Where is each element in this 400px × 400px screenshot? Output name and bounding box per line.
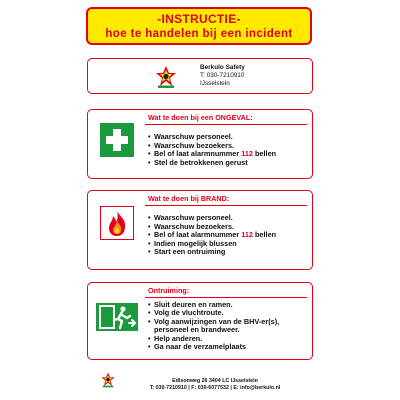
instruction-list (148, 301, 279, 351)
emergency-exit-icon (96, 303, 138, 331)
list-item: • Waarschuw bezoekers. (148, 140, 235, 150)
section-heading: Wat te doen bij een ONGEVAL: (148, 113, 253, 122)
title-line-1: -INSTRUCTIE- (157, 12, 241, 26)
fire-section (87, 190, 313, 270)
section-heading: Ontruiming: (148, 286, 190, 295)
instruction-list (148, 214, 276, 257)
instruction-title-banner (86, 7, 312, 45)
instruction-list (148, 133, 276, 167)
company-name: Berkulo Safety (200, 64, 245, 71)
list-item: • Waarschuw personeel. (148, 213, 233, 222)
list-item: • Volg aanwijzingen van de BHV-er(s), (148, 316, 280, 326)
company-phone: T: 030-7210910 (200, 72, 245, 79)
section-divider (145, 297, 307, 298)
fire-icon (100, 206, 134, 240)
list-item: • Sluit deuren en ramen. (148, 300, 233, 309)
list-item: • Bel of laat alarmnummer 112 bellen (148, 149, 277, 159)
emergency-number: 112 (241, 230, 253, 240)
company-info (200, 64, 245, 88)
emergency-number: 112 (241, 149, 253, 159)
list-item: • Waarschuw personeel. (148, 132, 233, 141)
accident-section (87, 109, 313, 179)
footer-address: Edisonweg 26 3404 LC IJsselstein (172, 378, 258, 384)
list-item: • Waarschuw bezoekers. (148, 221, 235, 231)
first-aid-icon (100, 123, 134, 157)
footer-logo (100, 372, 116, 388)
list-item: • Ga naar de verzamelplaats (148, 342, 247, 352)
list-item: • Help anderen. (148, 333, 203, 343)
section-divider (145, 124, 307, 125)
list-item: • Indien mogelijk blussen (148, 238, 237, 248)
section-divider (145, 205, 307, 206)
list-item: • Stel de betrokkenen gerust (148, 157, 248, 167)
list-item: • Bel of laat alarmnummer 112 bellen (148, 230, 277, 240)
evacuation-section (87, 282, 313, 360)
footer-contact-line: T: 030-7210910 | F: 030-6077532 | E: info@berkulo.nl (149, 385, 281, 391)
section-heading: Wat te doen bij BRAND: (148, 194, 230, 203)
title-line-2: hoe te handelen bij een incident (105, 28, 293, 40)
list-item: • Volg de vluchtroute. (148, 308, 224, 318)
company-city: IJsselstein (200, 80, 230, 87)
company-box (87, 58, 313, 94)
list-item: personeel en brandweer. (154, 325, 240, 335)
company-logo (154, 65, 178, 89)
footer-contact (130, 378, 300, 392)
list-item: • Start een ontruiming (148, 247, 226, 257)
